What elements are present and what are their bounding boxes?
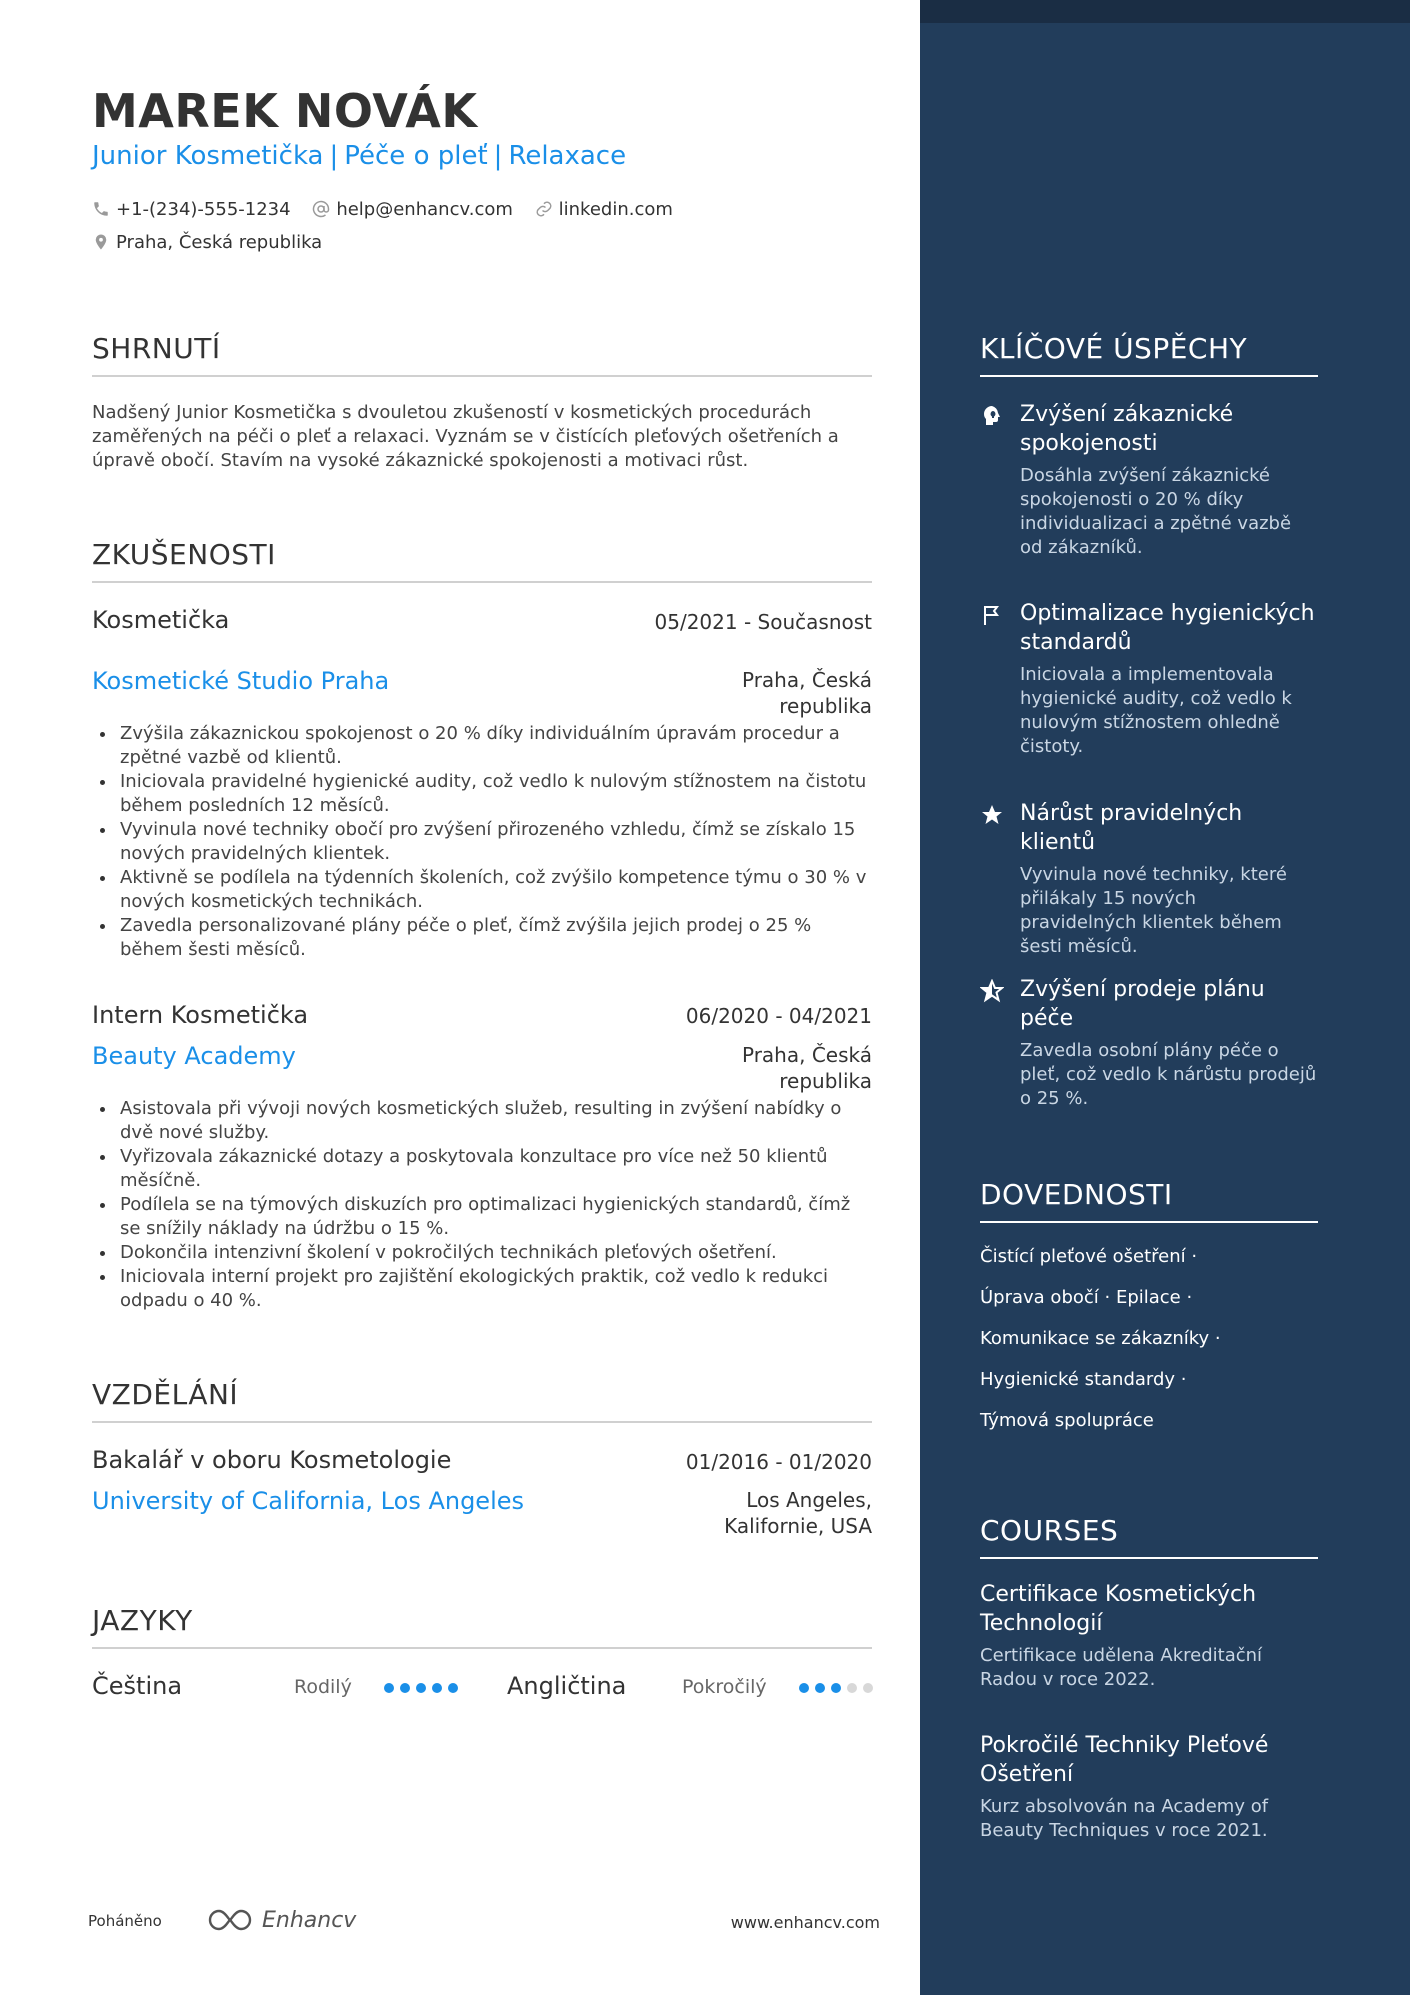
skill-row: Týmová spolupráce xyxy=(980,1410,1154,1431)
job-bullets xyxy=(92,1097,872,1313)
location-text: Praha, Česká republika xyxy=(116,231,323,253)
job-bullet: Aktivně se podílela na týdenních školeních, což zvýšilo kompetence týmu o 30 % v nových kosmetických technikách. xyxy=(92,866,872,914)
experience-heading: ZKUŠENOSTI xyxy=(92,538,872,583)
school-name[interactable]: University of California, Los Angeles xyxy=(92,1487,525,1515)
phone-number: +1-(234)-555-1234 xyxy=(116,198,291,220)
tagline-separator: | xyxy=(329,141,339,171)
language-level: Pokročilý xyxy=(682,1676,767,1698)
skill-row: Hygienické standardy · xyxy=(980,1369,1187,1390)
powered-by-label: Poháněno xyxy=(88,1912,162,1930)
languages-heading: JAZYKY xyxy=(92,1604,872,1649)
rating-dot xyxy=(400,1683,410,1693)
language-rating xyxy=(799,1683,879,1693)
sidebar-top-bar xyxy=(920,0,1410,23)
education-heading: VZDĚLÁNÍ xyxy=(92,1378,872,1423)
achievement-description: Dosáhla zvýšení zákaznické spokojenosti o 20 % díky individualizaci a zpětné vazbě od zákazníků. xyxy=(1020,465,1292,558)
email-contact[interactable] xyxy=(312,196,513,222)
email-address: help@enhancv.com xyxy=(336,198,513,220)
summary-heading: SHRNUTÍ xyxy=(92,332,872,377)
degree-title: Bakalář v oboru Kosmetologie xyxy=(92,1446,452,1474)
location-pin-icon xyxy=(92,233,110,251)
course-title: Pokročilé Techniky Pleťové Ošetření xyxy=(980,1733,1269,1787)
courses-heading: COURSES xyxy=(980,1514,1318,1559)
school-location: Los Angeles, Kalifornie, USA xyxy=(724,1488,872,1538)
linkedin-contact[interactable] xyxy=(535,196,673,222)
language-name: Čeština xyxy=(92,1672,183,1700)
achievement-item xyxy=(980,599,1318,759)
education-date: 01/2016 - 01/2020 xyxy=(685,1450,872,1474)
achievement-title: Zvýšení zákaznické spokojenosti xyxy=(1020,402,1234,456)
language-level: Rodilý xyxy=(294,1676,352,1698)
job-company[interactable]: Kosmetické Studio Praha xyxy=(92,667,390,695)
tagline xyxy=(92,141,626,171)
contact-row xyxy=(92,196,689,223)
rating-dot xyxy=(416,1683,426,1693)
tagline-role: Junior Kosmetička xyxy=(92,141,324,171)
rating-dot xyxy=(863,1683,873,1693)
tagline-separator: | xyxy=(493,141,503,171)
at-icon xyxy=(312,200,330,218)
enhancv-logo[interactable] xyxy=(206,1906,356,1934)
course-item xyxy=(980,1580,1318,1692)
achievement-title: Optimalizace hygienických standardů xyxy=(1020,601,1315,655)
flag-icon xyxy=(980,603,1004,627)
footer-website[interactable]: www.enhancv.com xyxy=(730,1913,880,1932)
tagline-extra: Relaxace xyxy=(508,141,627,171)
job-location: Praha, Česká republika xyxy=(741,668,872,718)
rating-dot xyxy=(448,1683,458,1693)
candidate-name: MAREK NOVÁK xyxy=(92,84,478,138)
job-bullet: Zvýšila zákaznickou spokojenost o 20 % díky individuálním úpravám procedur a zpětné vazbě od klientů. xyxy=(92,722,872,770)
phone-contact[interactable] xyxy=(92,196,291,222)
course-title: Certifikace Kosmetických Technologií xyxy=(980,1582,1257,1636)
location-row xyxy=(92,229,338,256)
job-bullet: Vyřizovala zákaznické dotazy a poskytovala konzultace pro více než 50 klientů měsíčně. xyxy=(92,1145,872,1193)
skill-row: Čistící pleťové ošetření · xyxy=(980,1246,1198,1267)
lightbulb-head-icon xyxy=(980,404,1004,428)
skill-row: Úprava obočí · Epilace · xyxy=(980,1287,1193,1308)
location-contact xyxy=(92,229,322,255)
job-title: Kosmetička xyxy=(92,606,230,634)
achievement-item xyxy=(980,799,1318,959)
language-rating xyxy=(384,1683,464,1693)
rating-dot xyxy=(384,1683,394,1693)
achievement-description: Vyvinula nové techniky, které přilákaly 15 nových pravidelných klientek během šesti měsíců. xyxy=(1020,864,1287,957)
achievement-description: Zavedla osobní plány péče o pleť, což vedlo k nárůstu prodejů o 25 %. xyxy=(1020,1040,1317,1109)
phone-icon xyxy=(92,200,110,218)
job-bullet: Asistovala při vývoji nových kosmetických služeb, resulting in zvýšení nabídky o dvě nové služby. xyxy=(92,1097,872,1145)
star-icon xyxy=(980,803,1004,827)
job-bullet: Iniciovala pravidelné hygienické audity, což vedlo k nulovým stížnostem na čistotu během posledních 12 měsíců. xyxy=(92,770,872,818)
job-title: Intern Kosmetička xyxy=(92,1001,309,1029)
job-company[interactable]: Beauty Academy xyxy=(92,1042,296,1070)
languages-row xyxy=(92,1672,872,1702)
job-bullets xyxy=(92,722,872,962)
achievement-item xyxy=(980,975,1318,1111)
course-description: Kurz absolvován na Academy of Beauty Techniques v roce 2021. xyxy=(980,1796,1269,1841)
achievement-description: Iniciovala a implementovala hygienické audity, což vedlo k nulovým stížnostem ohledně čistoty. xyxy=(1020,664,1292,757)
linkedin-url: linkedin.com xyxy=(558,198,673,220)
footer xyxy=(88,1906,880,1946)
skills-heading: DOVEDNOSTI xyxy=(980,1178,1318,1223)
summary-text: Nadšený Junior Kosmetička s dvouletou zkušeností v kosmetických procedurách zaměřených na péči o pleť a relaxaci. Vyznám se v čistících pleťových ošetřeních a úpravě obočí. Stavím na vysoké zákaznické spokojenosti a motivaci růst. xyxy=(92,402,839,471)
achievement-title: Zvýšení prodeje plánu péče xyxy=(1020,977,1265,1031)
job-bullet: Vyvinula nové techniky obočí pro zvýšení přirozeného vzhledu, čímž se získalo 15 nových pravidelných klientek. xyxy=(92,818,872,866)
rating-dot xyxy=(799,1683,809,1693)
course-item xyxy=(980,1731,1318,1843)
link-icon xyxy=(535,200,553,218)
job-bullet: Dokončila intenzivní školení v pokročilých technikách pleťových ošetření. xyxy=(92,1241,872,1265)
enhancv-brand: Enhancv xyxy=(262,1907,357,1933)
skill-row: Komunikace se zákazníky · xyxy=(980,1328,1221,1349)
achievements-heading: KLÍČOVÉ ÚSPĚCHY xyxy=(980,332,1318,377)
rating-dot xyxy=(847,1683,857,1693)
job-bullet: Zavedla personalizované plány péče o pleť, čímž zvýšila jejich prodej o 25 % během šesti měsíců. xyxy=(92,914,872,962)
job-bullet: Podílela se na týmových diskuzích pro optimalizaci hygienických standardů, čímž se snížily náklady na údržbu o 15 %. xyxy=(92,1193,872,1241)
rating-dot xyxy=(432,1683,442,1693)
job-location: Praha, Česká republika xyxy=(741,1043,872,1093)
job-bullet: Iniciovala interní projekt pro zajištění ekologických praktik, což vedlo k redukci odpadu o 40 %. xyxy=(92,1265,872,1313)
job-date: 06/2020 - 04/2021 xyxy=(685,1004,872,1028)
job-date: 05/2021 - Současnost xyxy=(654,610,872,634)
sidebar xyxy=(920,0,1410,1995)
rating-dot xyxy=(815,1683,825,1693)
achievement-item xyxy=(980,400,1318,560)
course-description: Certifikace udělena Akreditační Radou v roce 2022. xyxy=(980,1645,1263,1690)
achievement-title: Nárůst pravidelných klientů xyxy=(1020,801,1243,855)
star-half-icon xyxy=(980,979,1004,1003)
tagline-focus: Péče o pleť xyxy=(344,141,488,171)
language-name: Angličtina xyxy=(507,1672,627,1700)
rating-dot xyxy=(831,1683,841,1693)
enhancv-logo-icon xyxy=(206,1906,254,1934)
